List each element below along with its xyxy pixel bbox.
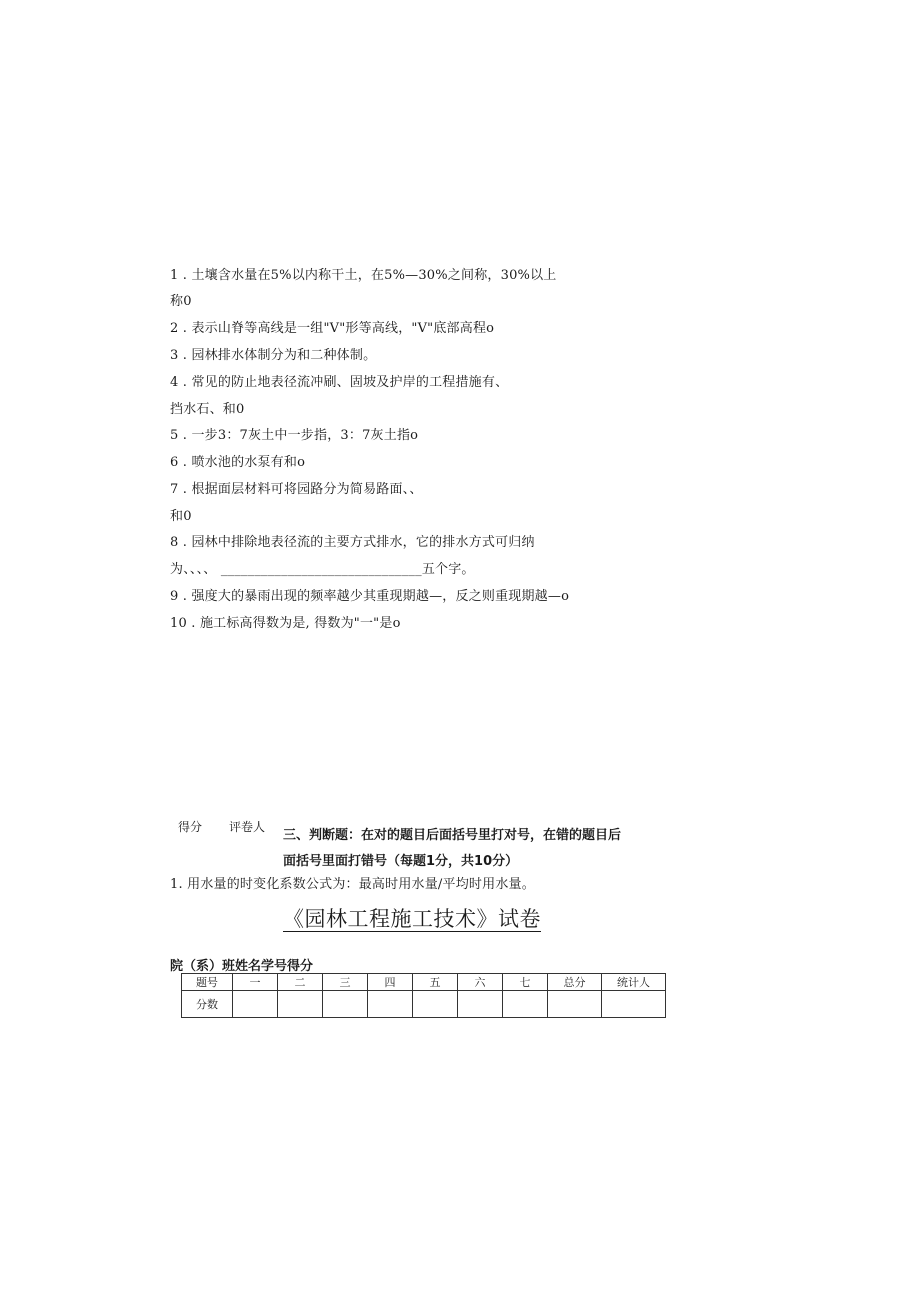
score-label: 得分 [178,820,203,834]
header-cell: 统计人 [602,974,666,991]
question-line: 4 . 常见的防止地表径流冲刷、固坡及护岸的工程措施有、 [170,375,509,390]
score-table-header-row [182,974,666,991]
header-cell: 一 [233,974,278,991]
score-cell[interactable] [602,991,666,1018]
question-line: 7 . 根据面层材料可将园路分为简易路面、、 [170,482,423,497]
question-line: 称0 [170,294,192,309]
question-line: 9 . 强度大的暴雨出现的频率越少其重现期越—，反之则重现期越—o [170,589,570,604]
score-cell[interactable] [503,991,548,1018]
header-cell: 三 [323,974,368,991]
score-cell[interactable] [233,991,278,1018]
header-cell: 四 [368,974,413,991]
row-label-cell: 分数 [182,991,233,1018]
section-heading-line1: 三、判断题：在对的题目后面括号里打对号，在错的题目后 [283,828,622,843]
student-info-line: 院（系）班姓名学号得分 [170,959,314,974]
score-cell[interactable] [458,991,503,1018]
question-line: 10 . 施工标高得数为是, 得数为"一"是o [170,616,401,631]
score-cell[interactable] [278,991,323,1018]
section-heading-line2: 面括号里面打错号（每题1分，共10分） [283,854,519,869]
question-line: 1 . 土壤含水量在5%以内称干土，在5%—30%之间称，30%以上 [170,268,557,283]
question-line: 8 . 园林中排除地表径流的主要方式排水，它的排水方式可归纳 [170,535,535,550]
judge-question: 1. 用水量的时变化系数公式为：最高时用水量/平均时用水量。 [170,877,535,892]
score-cell[interactable] [368,991,413,1018]
exam-title: 《园林工程施工技术》试卷 [283,907,541,931]
question-line: 6 . 喷水池的水泵有和o [170,455,306,470]
question-line: 为、、、、 ______________________________五个字。 [170,562,475,577]
header-cell: 题号 [182,974,233,991]
question-line: 和0 [170,509,192,524]
question-line: 2 . 表示山脊等高线是一组"V"形等高线，"V"底部高程o [170,321,495,336]
header-cell: 七 [503,974,548,991]
reviewer-label: 评卷人 [229,820,266,834]
score-table-value-row [182,991,666,1018]
header-cell: 六 [458,974,503,991]
score-cell[interactable] [323,991,368,1018]
question-line: 3 . 园林排水体制分为和二种体制。 [170,348,377,363]
header-cell: 五 [413,974,458,991]
question-line: 挡水石、和0 [170,402,245,417]
score-cell[interactable] [548,991,602,1018]
score-table [181,973,666,1018]
score-cell[interactable] [413,991,458,1018]
header-cell: 二 [278,974,323,991]
header-cell: 总分 [548,974,602,991]
question-line: 5 . 一步3：7灰土中一步指，3：7灰土指o [170,428,419,443]
